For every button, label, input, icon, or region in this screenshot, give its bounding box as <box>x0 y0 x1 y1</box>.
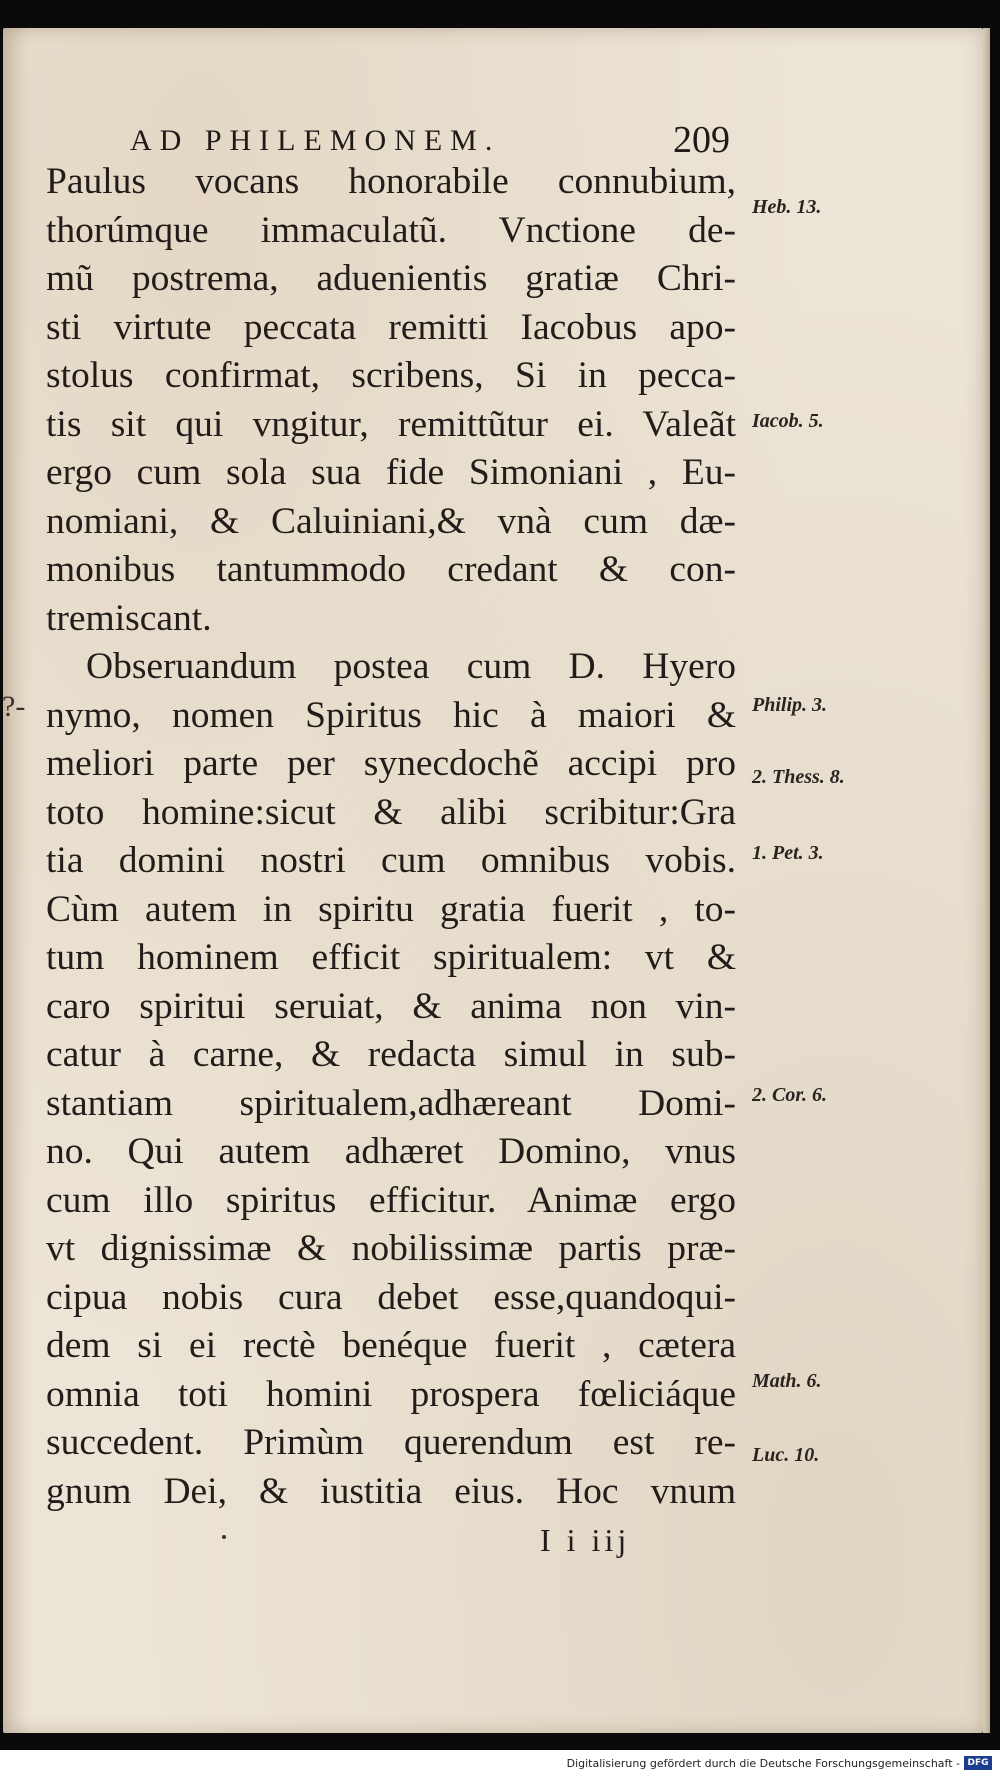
text-line: Obseruandum postea cum D. Hyero <box>86 646 736 687</box>
text-line: stolus confirmat, scribens, Si in pecca- <box>46 355 736 396</box>
text-line: dem si ei rectè benéque fuerit , cætera <box>46 1325 736 1366</box>
footer-credit: Digitalisierung gefördert durch die Deutsche Forschungsgemeinschaft - <box>566 1757 960 1770</box>
text-line: tum hominem efficit spiritualem: vt & <box>46 937 736 978</box>
marginal-note: 2. Cor. 6. <box>752 1084 828 1106</box>
text-line: monibus tantummodo credant & con- <box>46 549 736 590</box>
text-line: vt dignissimæ & nobilissimæ partis præ- <box>46 1228 736 1269</box>
marginal-note: Heb. 13. <box>752 196 822 218</box>
text-line: gnum Dei, & iustitia eius. Hoc vnum <box>46 1470 736 1512</box>
ink-dot <box>222 1535 226 1539</box>
text-line: Cùm autem in spiritu gratia fuerit , to- <box>46 888 736 930</box>
text-line: mũ postrema, aduenientis gratiæ Chri- <box>46 258 736 299</box>
marginal-note: Philip. 3. <box>752 694 828 716</box>
running-head: AD PHILEMONEM. <box>130 124 501 157</box>
marginal-note: Luc. 10. <box>752 1444 820 1466</box>
text-line: meliori parte per synecdochẽ accipi pro <box>46 743 736 784</box>
text-line: cum illo spiritus efficitur. Animæ ergo <box>46 1179 736 1221</box>
dfg-logo: DFG <box>964 1756 992 1770</box>
marginal-note: 1. Pet. 3. <box>752 842 824 864</box>
text-line: Paulus vocans honorabile connubium, <box>46 161 736 202</box>
text-line: omnia toti homini prospera fœliciáque <box>46 1373 736 1415</box>
page-number: 209 <box>673 119 730 161</box>
marginal-note: 2. Thess. 8. <box>752 766 845 788</box>
text-line: toto homine:sicut & alibi scribitur:Gra <box>46 791 736 833</box>
text-line: tremiscant. <box>46 597 212 639</box>
margin-scribble: ?- <box>2 690 26 723</box>
marginal-note: Iacob. 5. <box>752 410 824 432</box>
text-line: tia domini nostri cum omnibus vobis. <box>46 840 736 881</box>
text-line: no. Qui autem adhæret Domino, vnus <box>46 1131 736 1172</box>
text-line: stantiam spiritualem,adhæreant Domi- <box>46 1082 736 1124</box>
text-line: ergo cum sola sua fide Simoniani , Eu- <box>46 452 736 493</box>
text-line: thorúmque immaculatũ. Vnctione de- <box>46 209 736 251</box>
text-line: cipua nobis cura debet esse,quandoqui- <box>46 1276 736 1318</box>
text-line: tis sit qui vngitur, remittũtur ei. Valeãt <box>46 403 736 445</box>
text-line: sti virtute peccata remitti Iacobus apo- <box>46 306 736 348</box>
text-line: caro spiritui seruiat, & anima non vin- <box>46 985 736 1027</box>
text-line: nymo, nomen Spiritus hic à maiori & <box>46 694 736 736</box>
signature-mark: I i iij <box>540 1522 631 1558</box>
text-line: succedent. Primùm querendum est re- <box>46 1422 736 1463</box>
text-line: catur à carne, & redacta simul in sub- <box>46 1034 736 1075</box>
marginal-note: Math. 6. <box>752 1370 822 1392</box>
text-line: nomiani, & Caluiniani,& vnà cum dæ- <box>46 500 736 542</box>
page-edge <box>983 28 990 1733</box>
body-text <box>46 158 736 1516</box>
